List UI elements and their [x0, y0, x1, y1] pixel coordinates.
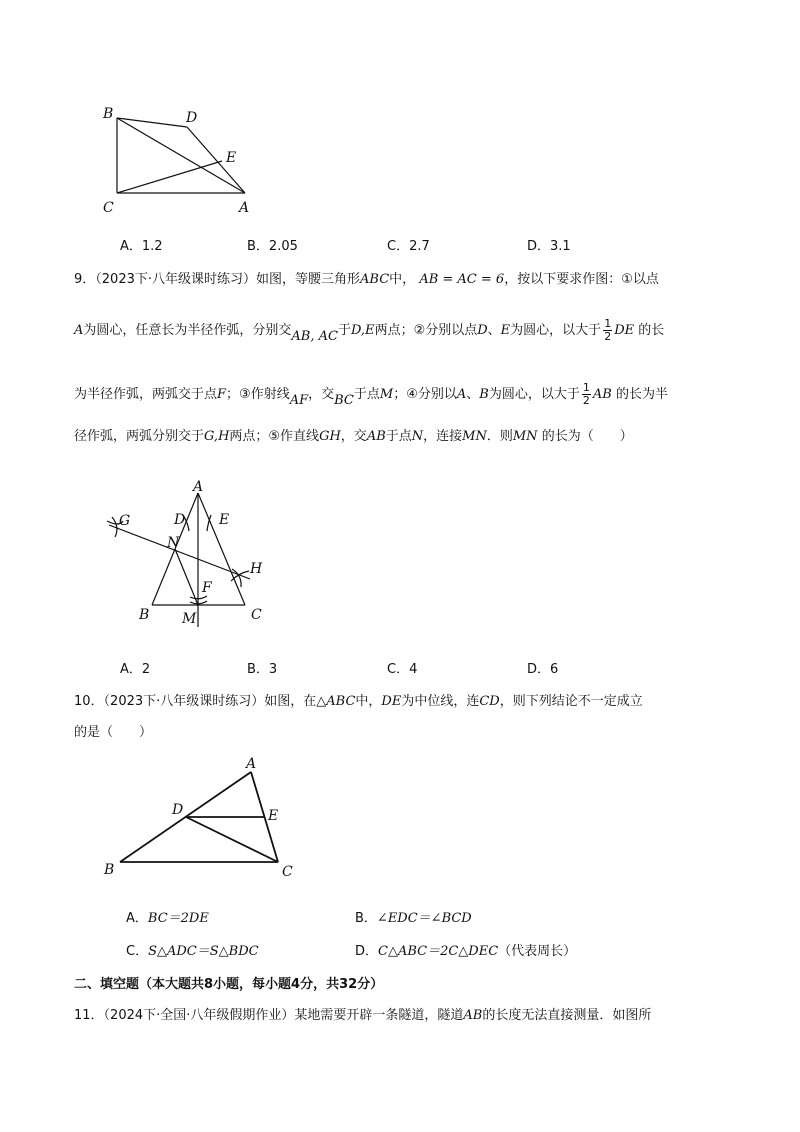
- q9-text: ；③作射线: [226, 387, 290, 402]
- q9-text: 为半径作弧，两弧交于点: [74, 387, 218, 402]
- q10-line-2: 的是（ ）: [74, 725, 153, 740]
- q8-figure: [95, 100, 270, 225]
- q11-math: AB: [463, 1008, 483, 1023]
- q9-line-1: [74, 268, 659, 287]
- label-c: C: [103, 200, 114, 216]
- q9-option-a[interactable]: A．2: [120, 662, 151, 677]
- q8-option-d[interactable]: D．3.1: [527, 239, 571, 254]
- q9-math: AB: [366, 429, 386, 444]
- q10-math: CD: [479, 694, 500, 709]
- option-label: A．: [126, 911, 148, 926]
- label-a: A: [239, 200, 250, 216]
- q10-text: 中，: [355, 694, 382, 709]
- label-n: N: [167, 535, 180, 551]
- q9-math: D,E: [350, 323, 375, 338]
- q9-math: A: [456, 387, 467, 402]
- q9-text: ；④分别以: [393, 387, 457, 402]
- label-m: M: [182, 611, 197, 627]
- q9-text: 、: [466, 387, 480, 402]
- q9-text: ，交: [308, 387, 335, 402]
- q9-math: AB: [592, 387, 612, 402]
- q10-text: 为中位线，连: [401, 694, 480, 709]
- q9-text: 两点；⑤作直线: [229, 429, 320, 444]
- q10-option-a[interactable]: [126, 907, 209, 926]
- q11-number: 11．: [74, 1008, 104, 1023]
- option-label: D．: [355, 944, 379, 959]
- section-heading: [74, 973, 383, 992]
- q9-text: 于: [337, 323, 351, 338]
- label-b: B: [139, 607, 150, 623]
- label-e: E: [268, 808, 279, 824]
- q9-math: AB, AC: [291, 329, 338, 344]
- section-desc: （本大题共8小题，每小题4分，共32分）: [139, 977, 384, 992]
- label-e: E: [226, 150, 237, 166]
- label-b: B: [103, 106, 114, 122]
- segment-dc: [186, 817, 278, 862]
- label-c: C: [251, 607, 262, 623]
- line-gh: [109, 525, 250, 579]
- label-a: A: [246, 756, 257, 772]
- q9-math: MN: [512, 429, 538, 444]
- q9-math: B: [479, 387, 489, 402]
- q9-text: ，按以下要求作图：①以点: [504, 272, 659, 287]
- q9-math: G,H: [204, 429, 230, 444]
- option-note: （代表周长）: [498, 944, 577, 959]
- q9-math: AB = AC = 6: [419, 272, 505, 287]
- q9-option-b[interactable]: B．3: [247, 662, 278, 677]
- q11-line-1: [74, 1004, 651, 1023]
- q9-text: ．则: [486, 429, 513, 444]
- segment-da: [187, 127, 245, 193]
- q9-math: BC: [334, 393, 354, 408]
- q10-option-c[interactable]: [126, 940, 259, 959]
- q9-option-d[interactable]: D．6: [527, 662, 559, 677]
- q10-figure: [98, 750, 308, 880]
- q9-source: （2023下·八年级课时练习）: [95, 272, 256, 287]
- q9-math: AF: [289, 393, 309, 408]
- q10-math: ABC: [326, 694, 356, 709]
- q8-option-b[interactable]: B．2.05: [247, 239, 298, 254]
- q9-text: 两点；②分别以点: [374, 323, 478, 338]
- q9-text: 如图，等腰三角形: [256, 272, 361, 287]
- q10-line-1: [74, 690, 643, 709]
- q9-figure: [95, 475, 275, 630]
- q10-text: 如图，在△: [264, 694, 327, 709]
- q10-source: （2023下·八年级课时练习）: [103, 694, 265, 709]
- option-label: C．: [126, 944, 149, 959]
- q9-math: M: [379, 387, 394, 402]
- option-text: S△ADC＝S△BDC: [148, 944, 259, 959]
- q9-text: 于点: [385, 429, 412, 444]
- q9-number: 9．: [74, 272, 96, 287]
- label-a: A: [193, 479, 204, 495]
- q9-fraction: $\frac{1}{2}$: [582, 381, 590, 407]
- q9-math: E: [500, 323, 511, 338]
- label-c: C: [282, 864, 293, 880]
- label-e: E: [219, 512, 230, 528]
- q8-option-c[interactable]: C．2.7: [387, 239, 430, 254]
- q9-text: 中，: [389, 272, 416, 287]
- label-d: D: [186, 110, 198, 126]
- q10-option-b[interactable]: [355, 907, 472, 926]
- q9-text: 径作弧，两弧分别交于: [74, 429, 205, 444]
- q9-text: 为圆心，任意长为半径作弧，分别交: [83, 323, 292, 338]
- label-g: G: [119, 513, 131, 529]
- option-text: C△ABC＝2C△DEC: [378, 944, 499, 959]
- q9-line-2: [74, 318, 664, 343]
- q11-text: 某地需要开辟一条隧道，隧道: [294, 1008, 464, 1023]
- option-label: B．: [355, 911, 377, 926]
- segment-ce: [117, 161, 222, 193]
- option-text: ∠EDC＝∠BCD: [376, 911, 472, 926]
- section-title: 二、填空题: [74, 977, 140, 992]
- label-f: F: [202, 580, 212, 596]
- q9-fraction: $\frac{1}{2}$: [604, 317, 612, 343]
- q9-text: ，交: [340, 429, 367, 444]
- q8-option-a[interactable]: A．1.2: [120, 239, 163, 254]
- q9-text: 的长为（ ）: [541, 429, 633, 444]
- label-d: D: [172, 802, 184, 818]
- segment-bd: [117, 118, 187, 127]
- q9-text: 的长为半: [615, 387, 668, 402]
- q9-text: 的长: [638, 323, 665, 338]
- label-b: B: [104, 862, 115, 878]
- q9-math: A: [74, 323, 84, 338]
- q9-option-c[interactable]: C．4: [387, 662, 418, 677]
- q9-line-3: [74, 382, 668, 407]
- q9-text: 为圆心，以大于: [510, 323, 602, 338]
- q10-text: ，则下列结论不一定成立: [499, 694, 643, 709]
- q9-math: MN: [462, 429, 487, 444]
- q9-math: D: [477, 323, 488, 338]
- q10-math: DE: [381, 694, 402, 709]
- q9-text: 为圆心，以大于: [488, 387, 580, 402]
- q9-math: GH: [319, 429, 341, 444]
- option-text: BC＝2DE: [147, 911, 209, 926]
- label-d: D: [174, 512, 186, 528]
- q9-math: F: [217, 387, 227, 402]
- q11-text: 的长度无法直接测量．如图所: [482, 1008, 652, 1023]
- q10-option-d[interactable]: [355, 940, 576, 959]
- q9-text: 、: [487, 323, 501, 338]
- q9-math: N: [411, 429, 424, 444]
- q9-math: DE: [614, 323, 635, 338]
- q9-math: ABC: [360, 272, 390, 287]
- label-h: H: [250, 561, 263, 577]
- q9-line-4: [74, 425, 633, 444]
- q9-text: 于点: [353, 387, 380, 402]
- q9-text: ，连接: [423, 429, 463, 444]
- q10-number: 10．: [74, 694, 104, 709]
- q11-source: （2024下·全国·八年级假期作业）: [103, 1008, 295, 1023]
